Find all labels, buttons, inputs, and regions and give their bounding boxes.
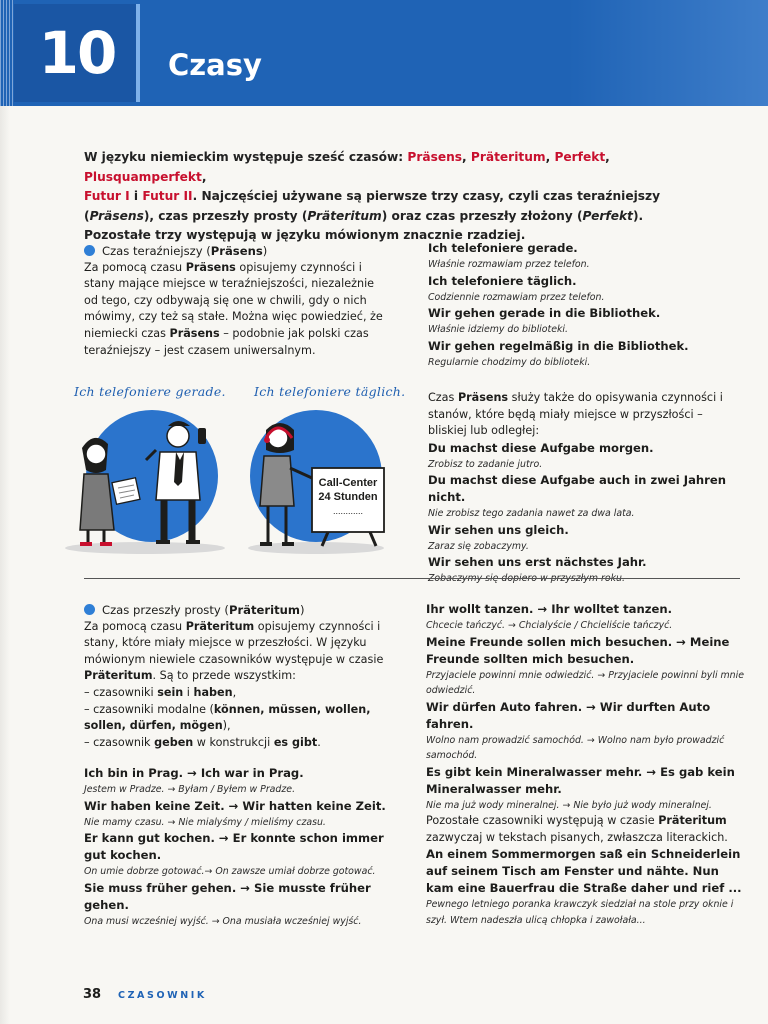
paragraph-text: opisujemy czynności i stany mające miejsce w teraźniejszości, niezależnie od tego, czy odbywają się one w chwili, gdy o nich mówimy, czy też są stałe. Można więc powiedzieć, że niemiecki czas [84, 260, 383, 340]
intro-italic: Perfekt [582, 208, 633, 223]
tense-plusquamperfekt: Plusquamperfekt [84, 169, 202, 184]
list-term: sein [157, 685, 184, 699]
example-pl: Nie zrobisz tego zadania nawet za dwa lata. [428, 508, 635, 520]
intro-comma: , [462, 150, 471, 164]
list-text: – czasowniki [84, 685, 158, 699]
example-pl: Zaraz się zobaczymy. [428, 540, 529, 552]
section-divider [84, 578, 740, 579]
intro-italic: Präsens [89, 208, 144, 223]
intro-comma: , [605, 150, 610, 164]
paragraph-text: Za pomocą czasu [84, 619, 186, 633]
intro-text: ). Pozostałe trzy występują w języku mówionym znacznie rzadziej. [84, 208, 644, 242]
example-pl: Chcecie tańczyć. → Chcialyście / Chcieliście tańczyć. [426, 620, 673, 631]
example-de: Meine Freunde sollen mich besuchen. → Meine Freunde sollten mich besuchen. [426, 634, 730, 666]
example-de: Wir haben keine Zeit. → Wir hatten keine Zeit. [84, 798, 386, 813]
page-number: 38 [83, 987, 102, 1002]
intro-text: W języku niemieckim występuje sześć czasów: [84, 150, 408, 164]
caption-left: Ich telefoniere gerade. [74, 384, 226, 399]
example-de: Wir gehen gerade in die Bibliothek. [428, 306, 661, 320]
list-term: können, müssen, wollen, sollen, dürfen, mögen [84, 702, 371, 733]
title-text: Czas teraźniejszy ( [102, 244, 211, 258]
example-de: Ich telefoniere gerade. [428, 241, 578, 255]
example-pl: On umie dobrze gotować.→ On zawsze umiał dobrze gotować. [84, 866, 376, 878]
example-de: Ich bin in Prag. → Ich war in Prag. [84, 766, 304, 781]
paragraph-term: Präsens [457, 391, 509, 404]
literary-example-de: An einem Sommermorgen saß ein Schneiderlein auf seinem Tisch am Fenster und nähte. Nun kam eine Bauerfrau die Straße daher und rief ... [426, 847, 742, 896]
title-term: Präteritum [228, 603, 300, 617]
list-text: , [232, 685, 237, 699]
example-de: Du machst diese Aufgabe morgen. [428, 440, 654, 455]
paragraph-text: . Są to przede wszystkim: [152, 669, 296, 683]
example-de: Wir dürfen Auto fahren. → Wir durften Auto fahren. [426, 699, 711, 731]
intro-conj: i [129, 189, 143, 203]
bullet-dot-icon [84, 245, 95, 256]
example-pl: Przyjaciele powinni mnie odwiedzić. → Przyjaciele powinni byli mnie odwiedzić. [426, 669, 744, 696]
praeteritum-examples [426, 601, 744, 928]
paragraph-text: Za pomocą czasu [84, 260, 186, 274]
literary-example-pl: Pewnego letniego poranka krawczyk siedział na stole przy oknie i szył. Wtem nadeszła ulicą chłopka i zawołała... [426, 899, 734, 926]
paragraph-term: Präsens [169, 326, 220, 340]
intro-text: ), czas przeszły prosty ( [143, 208, 308, 223]
paragraph-term: Präteritum [185, 619, 255, 633]
future-intro [428, 390, 744, 440]
tense-futur-1: Futur I [84, 189, 130, 203]
phone-people-illustration [60, 408, 230, 558]
list-text: w konstrukcji [193, 735, 274, 749]
example-pl: Właśnie idziemy do biblioteki. [428, 324, 568, 335]
example-pl: Wolno nam prowadzić samochód. → Wolno nam było prowadzić samochód. [426, 734, 725, 761]
paragraph-term: Präteritum [658, 814, 727, 827]
chapter-number: 10 [38, 19, 116, 87]
caption-right: Ich telefoniere täglich. [254, 384, 406, 399]
intro-comma: , [201, 169, 207, 184]
example-pl: Zrobisz to zadanie jutro. [428, 458, 543, 470]
title-text: Czas przeszły prosty ( [102, 603, 229, 617]
paragraph-text: opisujemy czynności i stany, które miały miejsce w przeszłości. W języku mówionym niewiele czasowników występuje w czasie [84, 619, 384, 666]
page-edge-lines [0, 0, 14, 106]
paragraph-text: służy także do opisywania czynności i stanów, które będą miały miejsce w przyszłości – bliskiej lub odległej: [428, 391, 723, 438]
intro-italic: Präteritum [307, 208, 382, 223]
praesens-future [428, 390, 744, 587]
title-term: Präsens [210, 244, 263, 258]
bullet-dot-icon [84, 604, 95, 615]
praeteritum-paragraph [84, 619, 390, 685]
paragraph-term: Präteritum [84, 669, 153, 683]
example-de: Es gibt kein Mineralwasser mehr. → Es gab kein Mineralwasser mehr. [426, 764, 735, 796]
sign-line-1: Call-Center [318, 477, 378, 489]
running-footer: CZASOWNIK [118, 990, 207, 1001]
sign-dots: ............ [332, 506, 364, 516]
example-de: Wir sehen uns erst nächstes Jahr. [428, 555, 647, 570]
paragraph-text: zazwyczaj w tekstach pisanych, zwłaszcza literackich. [426, 830, 728, 844]
example-de: Er kann gut kochen. → Er konnte schon immer gut kochen. [84, 831, 384, 863]
paragraph-term: Präsens [185, 260, 236, 274]
paragraph-text: – podobnie jak polski czas teraźniejszy – jest czasem uniwersalnym. [84, 326, 369, 357]
praeteritum-description [84, 602, 390, 929]
section-title-praesens [84, 243, 384, 260]
example-de: Ihr wollt tanzen. → Ihr wolltet tanzen. [426, 602, 673, 616]
written-usage-note [426, 813, 744, 846]
list-text: – czasownik [84, 735, 155, 749]
example-pl: Regularnie chodzimy do biblioteki. [428, 356, 591, 368]
example-de: Du machst diese Aufgabe auch in zwei Jahren nicht. [428, 473, 727, 505]
paragraph-text: Pozostałe czasowniki występują w czasie [426, 814, 659, 827]
list-term: geben [154, 735, 194, 749]
tense-praeteritum: Präteritum [470, 150, 546, 164]
verb-list-item [84, 735, 390, 752]
list-term: haben [193, 685, 233, 699]
title-text: ) [262, 244, 268, 258]
example-pl: Codziennie rozmawiam przez telefon. [428, 291, 605, 303]
intro-comma: , [545, 150, 555, 164]
list-text: ), [222, 719, 231, 733]
tense-futur-2: Futur II [142, 189, 193, 203]
example-pl: Nie mamy czasu. → Nie mialyśmy / mieliśmy czasu. [84, 816, 326, 828]
verb-list-item [84, 702, 390, 735]
title-text: ) [299, 603, 305, 617]
intro-paragraph [84, 148, 704, 246]
call-center-illustration [244, 408, 394, 558]
paragraph-text: Czas [428, 391, 458, 404]
tense-praesens: Präsens [407, 150, 463, 164]
intro-text: ) oraz czas przeszły złożony ( [381, 208, 583, 223]
chapter-title: Czasy [168, 48, 262, 82]
example-pl: Ona musi wcześniej wyjść. → Ona musiała wcześniej wyjść. [84, 915, 362, 927]
example-de: Wir sehen uns gleich. [428, 522, 569, 537]
praesens-paragraph [84, 260, 384, 360]
example-de: Sie muss früher gehen. → Sie musste früher gehen. [84, 880, 371, 912]
intro-text: . Najczęściej używane są pierwsze trzy czasy, czyli czas teraźniejszy ( [84, 189, 661, 223]
header-glow [568, 0, 768, 106]
example-pl: Jestem w Pradze. → Byłam / Byłem w Pradze. [84, 784, 296, 796]
example-de: Ich telefoniere täglich. [428, 273, 577, 288]
chapter-header [0, 0, 768, 106]
praesens-examples [428, 240, 744, 370]
chapter-number-box [14, 4, 140, 102]
tense-perfekt: Perfekt [554, 150, 606, 164]
list-text: i [183, 685, 194, 699]
example-pl: Nie ma już wody mineralnej. → Nie było już wody mineralnej. [426, 799, 712, 811]
example-pl [428, 571, 744, 587]
example-pl: Właśnie rozmawiam przez telefon. [428, 259, 590, 270]
praesens-description [84, 243, 384, 359]
verb-list-item [84, 685, 390, 702]
list-term: es gibt [273, 735, 318, 749]
list-text: . [317, 735, 321, 749]
section-title-praeteritum [84, 602, 390, 619]
example-de: Wir gehen regelmäßig in die Bibliothek. [428, 338, 689, 353]
list-text: – czasowniki modalne ( [84, 702, 214, 716]
sign-line-2: 24 Stunden [318, 491, 378, 503]
